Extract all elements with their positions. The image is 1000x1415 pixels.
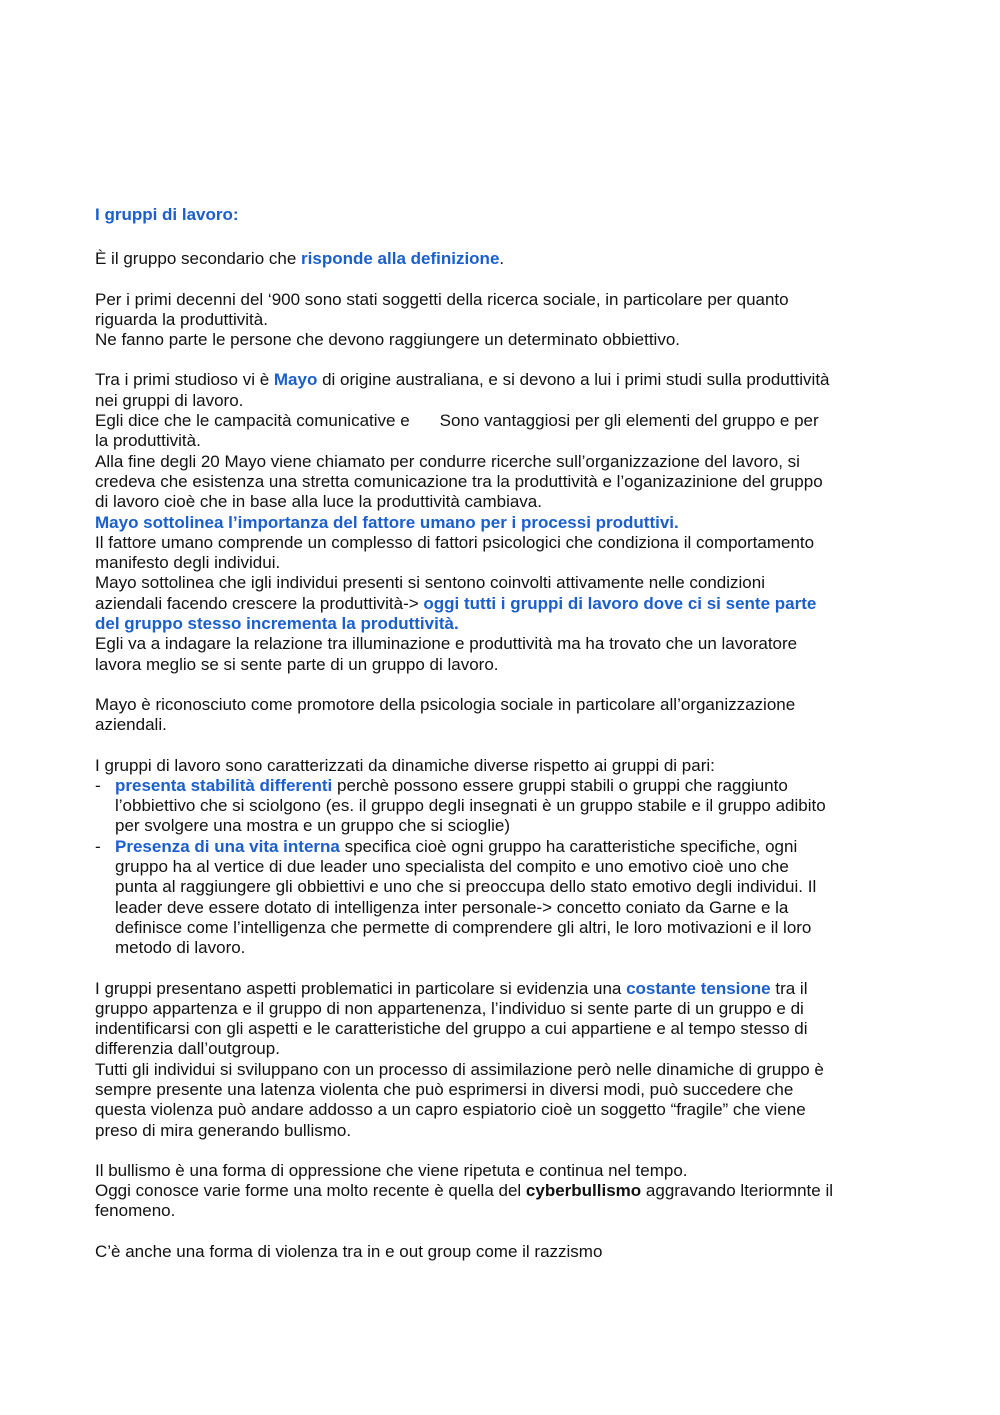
- paragraph-research: Per i primi decenni del ‘900 sono stati soggetti della ricerca sociale, in particolare per quanto riguarda la produttività. Ne fanno parte le persone che devono raggiungere un determinato obbiettivo.: [95, 289, 789, 350]
- paragraph-promoter: Mayo è riconosciuto come promotore della psicologia sociale in particolare all’organizzazione aziendali.: [95, 694, 796, 735]
- list-item: - presenta stabilità differenti perchè possono essere gruppi stabili o gruppi che raggiunto l’obbiettivo che si sciolgono (es. il gruppo degli insegnati è un gruppo stabile e il gruppo adibito per svolgere una mostra e un gruppo che si scioglie): [95, 775, 826, 836]
- list-item: - Presenza di una vita interna specifica cioè ogni gruppo ha caratteristiche specifiche, ogni gruppo ha al vertice di due leader uno specialista del compito e uno emotivo cioè uno che punta al raggiungere gli obbiettivi e uno che si preoccupa dello stato emotivo degli individui. Il leader deve essere dotato di intelligenza inter personale-> concetto coniato da Garne e la definisce come l’intelligenza che permette di comprendere gli altri, le loro motivazioni e il loro metodo di lavoro.: [95, 836, 817, 958]
- highlight-human-factor: Mayo sottolinea l’importanza del fattore umano per i processi produttivi.: [95, 512, 679, 532]
- highlight-inner-life: Presenza di una vita interna: [115, 836, 340, 856]
- bullet-dash: -: [95, 836, 101, 856]
- highlight-definition: risponde alla definizione: [301, 249, 500, 269]
- highlight-stability: presenta stabilità differenti: [115, 775, 333, 795]
- paragraph-tension: I gruppi presentano aspetti problematici in particolare si evidenzia una costante tensione tra il gruppo appartenza e il gruppo di non appartenenza, l’individuo si sente parte di un gruppo e di indentificarsi con gli aspetti e le caratteristiche del gruppo a cui appartiene e al tempo stesso di differenzia dall’outgroup. Tutti gli individui si sviluppano con un processo di assimilazione però nelle dinamiche di gruppo è sempre presente una latenza violenta che può esprimersi in diversi modi, può succedere che questa violenza può andare addosso a un capro espiatorio cioè un soggetto “fragile” che viene preso di mira generando bullismo.: [95, 978, 824, 1140]
- highlight-groups: oggi tutti i gruppi di lavoro dove ci si sente parte: [423, 593, 817, 613]
- bullet-dash: -: [95, 775, 101, 795]
- bold-cyberbullying: cyberbullismo: [525, 1181, 642, 1201]
- paragraph-mayo: Tra i primi studioso vi è Mayo di origine australiana, e si devono a lui i primi studi sulla produttività nei gruppi di lavoro. Egli dice che le campacità comunicative e Sono vantaggiosi per gli elementi del gruppo e per la produttività. Alla fine degli 20 Mayo viene chiamato per condurre ricerche sull’organizzazione del lavoro, si credeva che esistenza una stretta comunicazione tra la produttività e l’oganizazinione del gruppo di lavoro cioè che in base alla luce la produttività cambiava. Mayo sottolinea l’importanza del fattore umano per i processi produttivi. Il fattore umano comprende un complesso di fattori psicologici che condiziona il comportamento manifesto degli individui. Mayo sottolinea che igli individui presenti si sentono coinvolti attivamente nelle condizioni aziendali facendo crescere la produttività-> oggi tutti i gruppi di lavoro dove ci si sente parte del gruppo stesso incrementa la produttività. Egli va a indagare la relazione tra illuminazione e produttività ma ha trovato che un lavoratore lavora meglio se si sente parte di un gruppo di lavoro.: [95, 370, 915, 674]
- highlight-tension: costante tensione: [626, 978, 771, 998]
- document-page: [95, 205, 915, 1262]
- paragraph-definition: È il gruppo secondario che risponde alla definizione.: [95, 249, 505, 269]
- paragraph-racism: C’è anche una forma di violenza tra in e out group come il razzismo: [95, 1241, 603, 1261]
- paragraph-bullying: Il bullismo è una forma di oppressione che viene ripetuta e continua nel tempo. Oggi conosce varie forme una molto recente è quella del cyberbullismo aggravando lteriormnte il fenomeno.: [95, 1160, 834, 1221]
- highlight-mayo: Mayo: [273, 370, 318, 390]
- document-title: I gruppi di lavoro:: [95, 205, 239, 224]
- paragraph-dynamics: I gruppi di lavoro sono caratterizzati da dinamiche diverse rispetto ai gruppi di pari: - presenta stabilità differenti perchè possono essere gruppi stabili o gruppi che raggiunto l’obbiettivo che si sciolgono (es. il gruppo degli insegnati è un gruppo stabile e il gruppo adibito per svolgere una mostra e un gruppo che si scioglie) - Presenza di una vita interna specifica cioè ogni gruppo ha caratteristiche specifiche, ogni gruppo ha al vertice di due leader uno specialista del compito e uno emotivo cioè uno che punta al raggiungere gli obbiettivi e uno che si preoccupa dello stato emotivo degli individui. Il leader deve essere dotato di intelligenza inter personale-> concetto coniato da Garne e la definisce come l’intelligenza che permette di comprendere gli altri, le loro motivazioni e il loro metodo di lavoro.: [95, 756, 915, 959]
